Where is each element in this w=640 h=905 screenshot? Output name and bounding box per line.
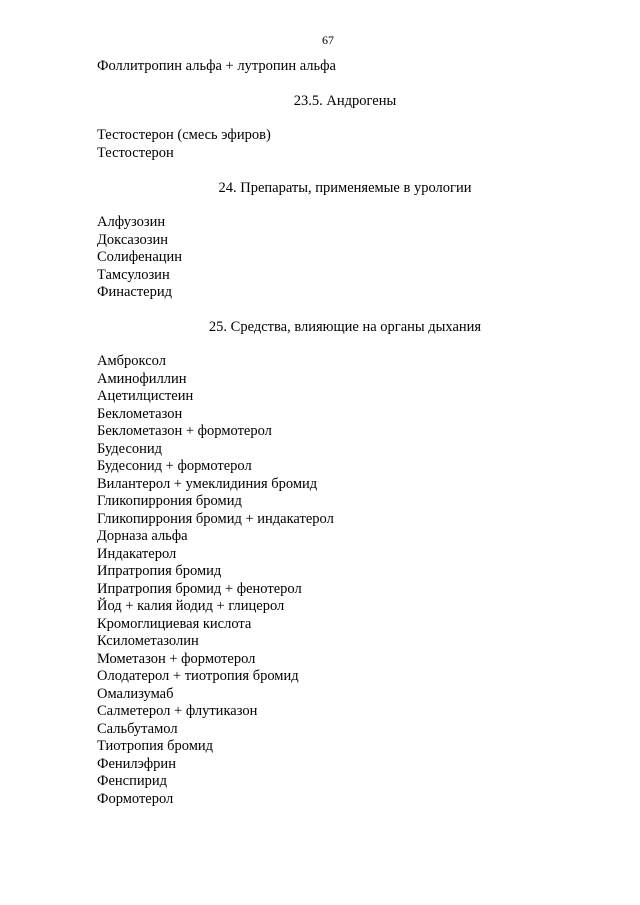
list-item: Сальбутамол: [97, 720, 178, 737]
section-list-androgens: [97, 127, 271, 162]
list-item: Вилантерол + умеклидиния бромид: [97, 475, 318, 492]
section-heading-respiratory: 25. Средства, влияющие на органы дыхания: [208, 319, 482, 335]
list-item: Гликопиррония бромид: [97, 493, 242, 509]
list-item: Фенспирид: [97, 773, 167, 789]
list-item: Кромоглициевая кислота: [97, 615, 252, 632]
list-item: Формотерол: [97, 790, 174, 807]
section-list-urology: [97, 214, 182, 302]
list-item: Будесонид + формотерол: [97, 458, 252, 474]
list-item: Будесонид: [97, 440, 163, 457]
list-item: Доксазозин: [97, 231, 169, 248]
list-item: Солифенацин: [97, 249, 183, 265]
section-heading-urology: 24. Препараты, применяемые в урологии: [218, 180, 472, 196]
intro-line: Фоллитропин альфа + лутропин альфа: [97, 58, 336, 74]
list-item: Финастерид: [97, 284, 173, 300]
list-item: Гликопиррония бромид + индакатерол: [97, 510, 334, 527]
page-number: 67: [322, 33, 334, 47]
list-item: Мометазон + формотерол: [97, 650, 256, 667]
list-item: Тестостерон: [97, 144, 174, 161]
list-item: Ксилометазолин: [97, 633, 199, 649]
list-item: Беклометазон + формотерол: [97, 423, 272, 439]
section-heading-androgens: 23.5. Андрогены: [293, 93, 397, 109]
list-item: Индакатерол: [97, 545, 177, 562]
list-item: Салметерол + флутиказон: [97, 703, 258, 719]
list-item: Тамсулозин: [97, 266, 170, 283]
list-item: Тиотропия бромид: [97, 738, 214, 754]
list-item: Дорназа альфа: [97, 528, 188, 544]
list-item: Омализумаб: [97, 685, 174, 702]
list-item: Беклометазон: [97, 405, 183, 422]
list-item: Алфузозин: [97, 214, 166, 230]
list-item: Йод + калия йодид + глицерол: [97, 598, 285, 614]
list-item: Ипратропия бромид: [97, 563, 222, 579]
list-item: Тестостерон (смесь эфиров): [97, 127, 271, 143]
list-item: Амброксол: [97, 353, 166, 369]
list-item: Ипратропия бромид + фенотерол: [97, 580, 302, 597]
section-list-respiratory: [97, 353, 334, 808]
list-item: Олодатерол + тиотропия бромид: [97, 668, 299, 684]
list-item: Фенилэфрин: [97, 755, 176, 772]
list-item: Аминофиллин: [97, 370, 187, 387]
list-item: Ацетилцистеин: [97, 388, 194, 404]
